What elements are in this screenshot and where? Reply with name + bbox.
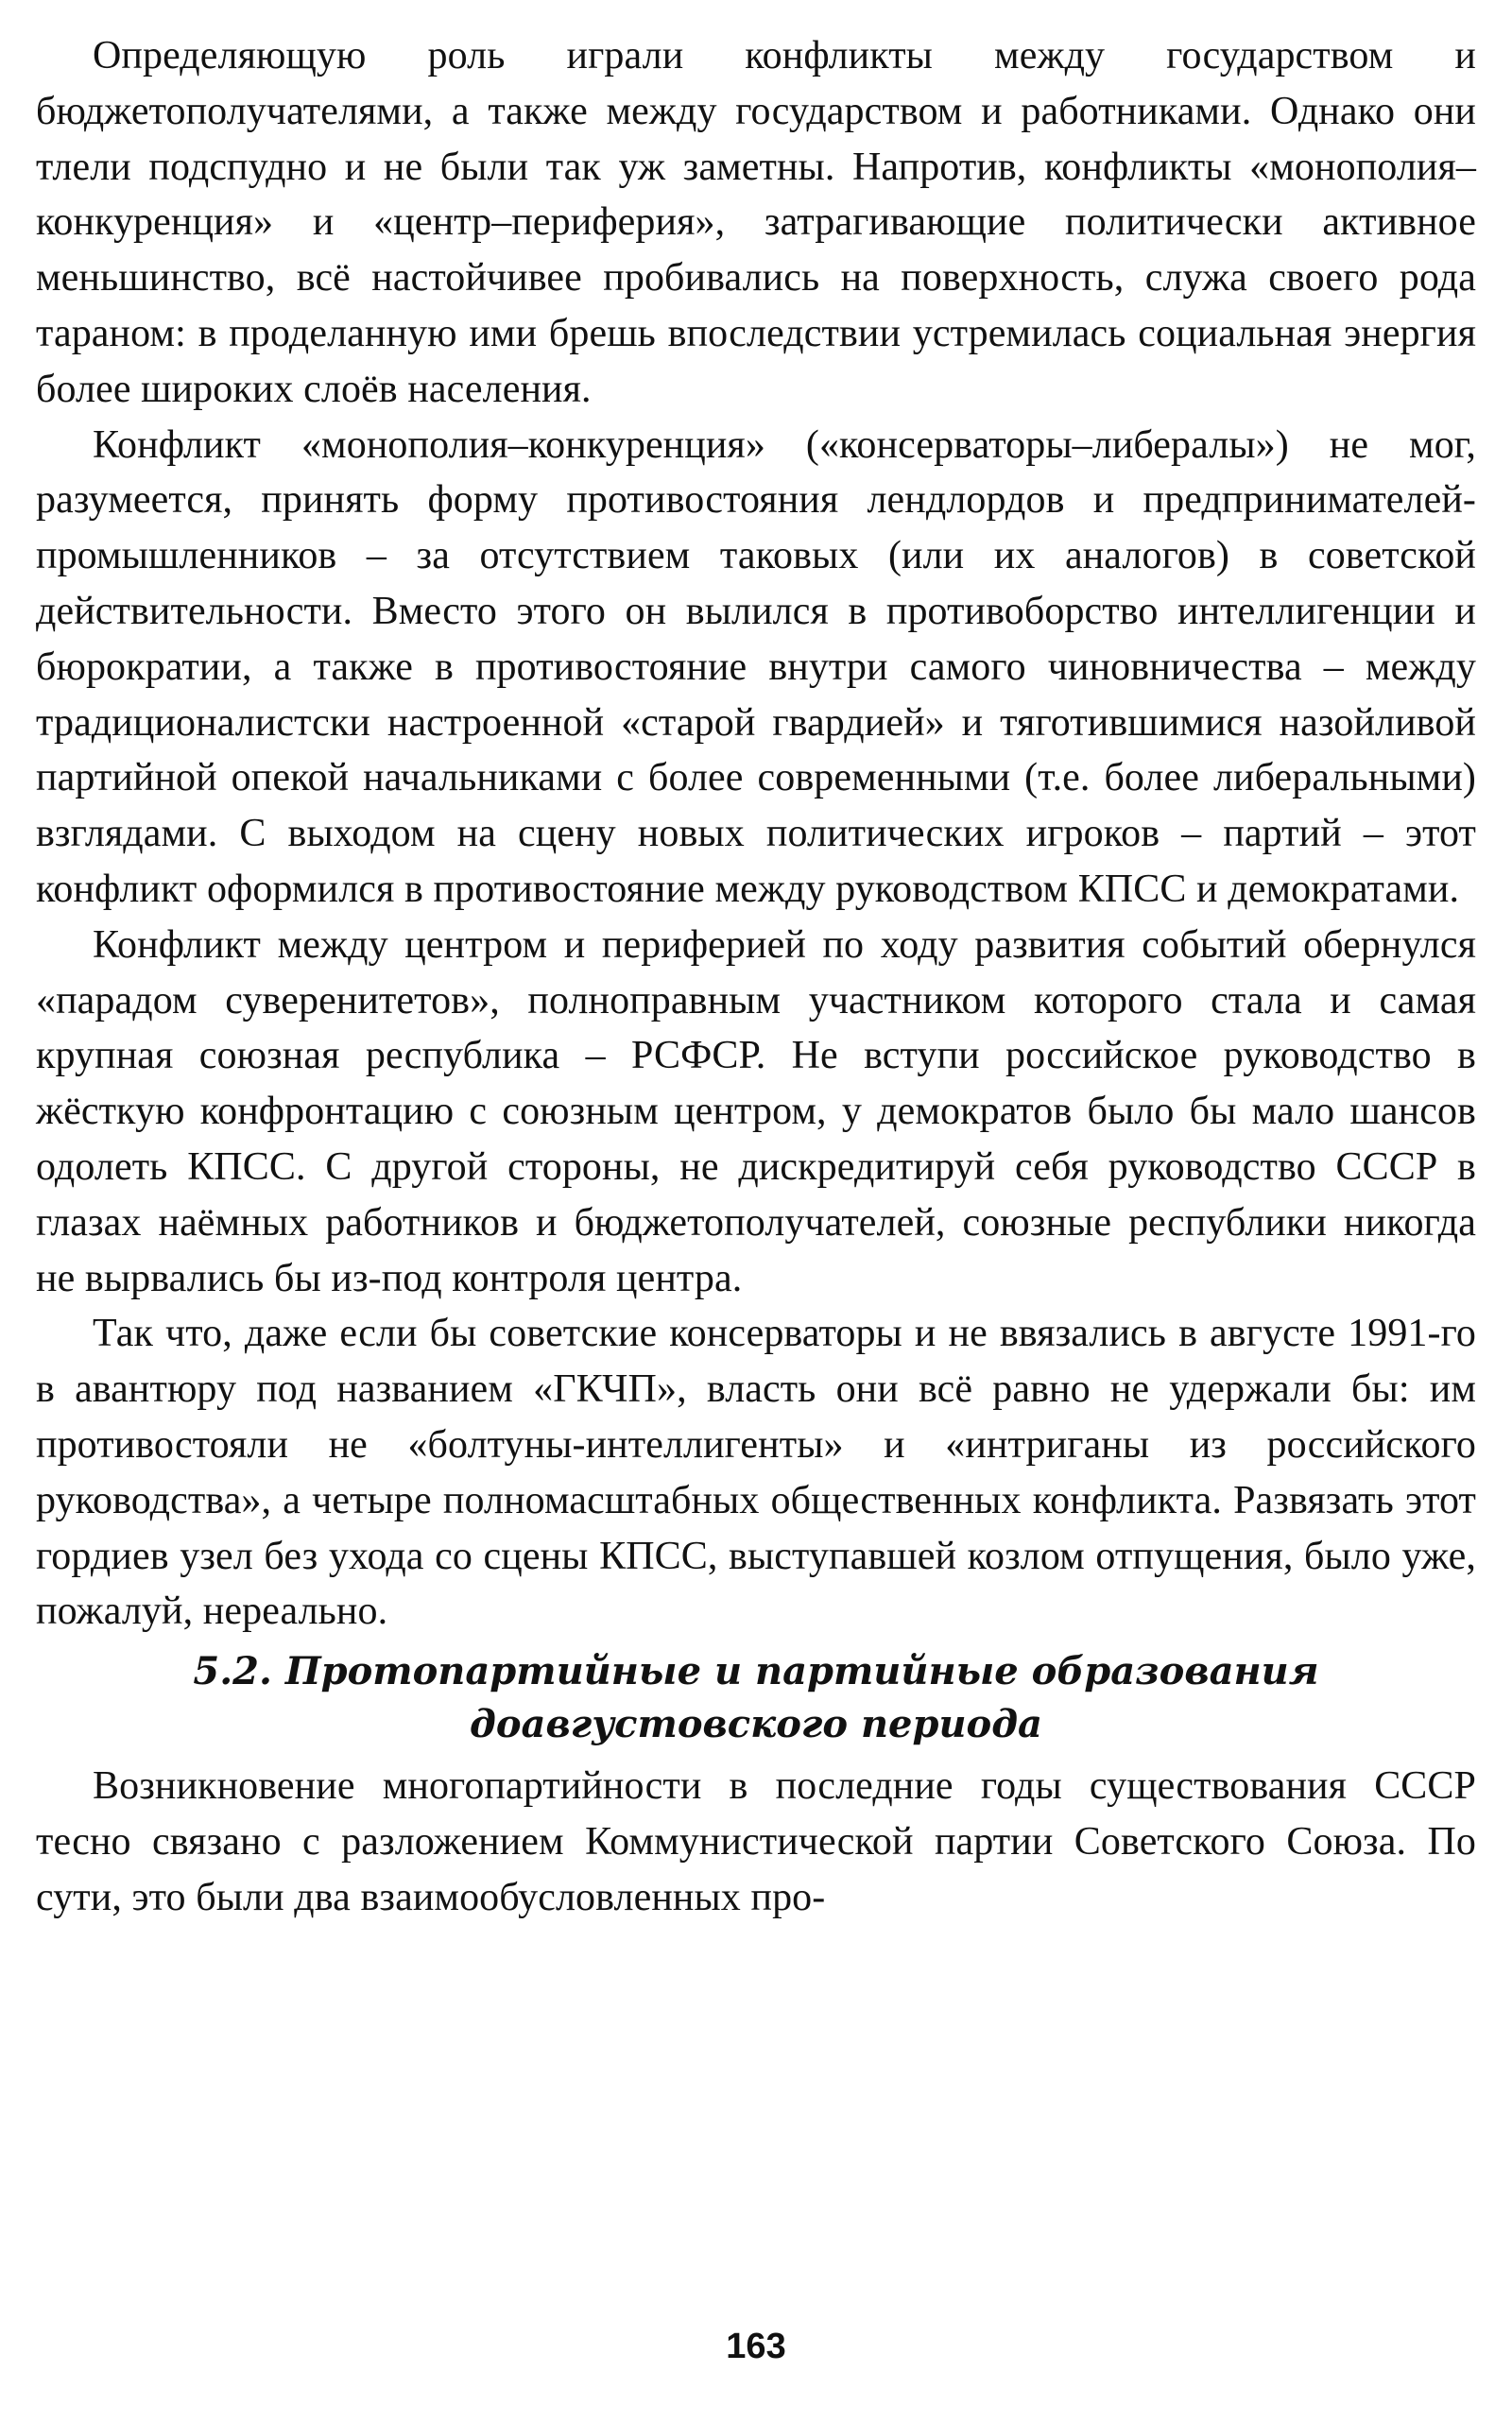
paragraph-3: Конфликт между центром и периферией по ходу развития событий обернулся «парадом суверенитетов», полноправным участником которого стала и самая крупная союзная республика – РСФСР. Не вступи российское руководство в жёсткую конфронтацию с союзным центром, у демократов было бы мало шансов одолеть КПСС. С другой стороны, не дискредитируй себя руководство СССР в глазах наёмных работников и бюджетополучателей, союзные республики никогда не вырвались бы из-под контроля центра.: [36, 922, 1476, 1300]
section-heading-line-1: 5.2. Протопартийные и партийные образования: [193, 1649, 1319, 1694]
paragraph-2: Конфликт «монополия–конкуренция» («консерваторы–либералы») не мог, разумеется, принять форму противостояния лендлордов и предпринимателей-промышленников – за отсутствием таковых (или их аналогов) в советской действительности. Вместо этого он вылился в противоборство интеллигенции и бюрократии, а также в противостояние внутри самого чиновничества – между традиционалистски настроенной «старой гвардией» и тяготившимися назойливой партийной опекой начальниками с более современными (т.е. более либеральными) взглядами. С выходом на сцену новых политических игроков – партий – этот конфликт оформился в противостояние между руководством КПСС и демократами.: [36, 422, 1476, 911]
page-number: 163: [726, 2327, 786, 2366]
paragraph-5: Возникновение многопартийности в последние годы существования СССР тесно связано с разложением Коммунистической партии Советского Союза. По сути, это были два взаимообусловленных про-: [36, 1764, 1476, 1919]
paragraph-1: Определяющую роль играли конфликты между государством и бюджетополучателями, а также между государством и работниками. Однако они тлели подспудно и не были так уж заметны. Напротив, конфликты «монополия–конкуренция» и «центр–периферия», затрагивающие политически активное меньшинство, всё настойчивее пробивались на поверхность, служа своего рода тараном: в проделанную ими брешь впоследствии устремилась социальная энергия более широких слоёв населения.: [36, 34, 1476, 411]
paragraph-4: Так что, даже если бы советские консерваторы и не ввязались в августе 1991-го в авантюру под названием «ГКЧП», власть они всё равно не удержали бы: им противостояли не «болтуны-интеллигенты» и «интриганы из российского руководства», а четыре полномасштабных общественных конфликта. Развязать этот гордиев узел без ухода со сцены КПСС, выступавшей козлом отпущения, было уже, пожалуй, нереально.: [36, 1312, 1476, 1634]
section-heading-line-2: доавгустовского периода: [470, 1702, 1042, 1747]
section-heading: [36, 1645, 1476, 1751]
page-body: [36, 28, 1476, 1926]
